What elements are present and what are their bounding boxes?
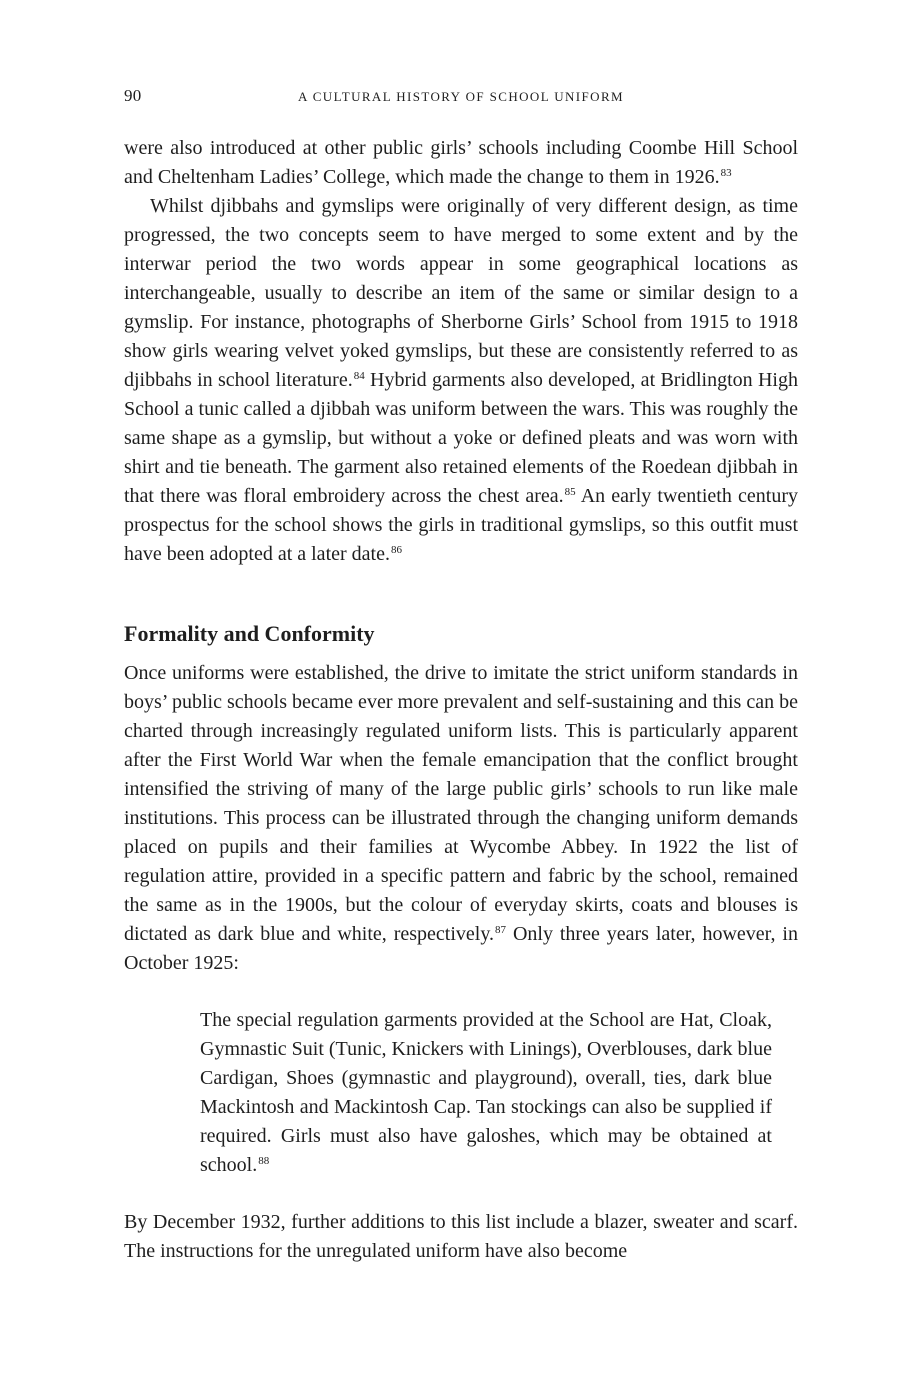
running-head xyxy=(124,86,798,112)
footnote-ref-85: 85 xyxy=(564,486,576,498)
footnote-ref-88: 88 xyxy=(258,1155,270,1167)
block-quote-paragraph xyxy=(200,1006,772,1180)
block-quote-text: The special regulation garments provided at the School are Hat, Cloak, Gymnastic Suit (Tunic, Knickers with Linings), Overblouses, dark blue Cardigan, Shoes (gymnastic and playground), overall, ties, dark blue Mackintosh and Mackintosh Cap. Tan stockings can also be supplied if required. Girls must also have galoshes, which may be obtained at school. xyxy=(200,1009,772,1176)
paragraph-4-text: By December 1932, further additions to this list include a blazer, sweater and scarf. The instructions for the unregulated uniform have also become xyxy=(124,1211,798,1262)
block-quote xyxy=(200,1006,772,1180)
paragraph-3-text: Once uniforms were established, the drive to imitate the strict uniform standards in boys’ public schools became ever more prevalent and self-sustaining and this can be charted through increasingly regulated uniform lists. This is particularly apparent after the First World War when the female emancipation that the conflict brought intensified the striving of many of the large public girls’ schools to run like male institutions. This process can be illustrated through the changing uniform demands placed on pupils and their families at Wycombe Abbey. In 1922 the list of regulation attire, provided in a specific pattern and fabric by the school, remained the same as in the 1900s, but the colour of everyday skirts, coats and blouses is dictated as dark blue and white, respectively. xyxy=(124,662,798,945)
footnote-ref-83: 83 xyxy=(720,167,732,179)
paragraph-4 xyxy=(124,1208,798,1266)
page-number: 90 xyxy=(124,86,142,105)
footnote-ref-84: 84 xyxy=(353,370,365,382)
paragraph-1 xyxy=(124,134,798,192)
paragraph-3 xyxy=(124,659,798,978)
section-heading: Formality and Conformity xyxy=(124,621,375,646)
paragraph-2-text-c: An early twentieth century prospectus for the school shows the girls in traditional gymslips, so this outfit must have been adopted at a later date. xyxy=(124,485,798,565)
running-title: A CULTURAL HISTORY OF SCHOOL UNIFORM xyxy=(298,89,624,104)
footnote-ref-87: 87 xyxy=(495,924,507,936)
paragraph-1-text: were also introduced at other public girls’ schools including Coombe Hill School and Cheltenham Ladies’ College, which made the change to them in 1926. xyxy=(124,137,798,188)
footnote-ref-86: 86 xyxy=(390,544,402,556)
book-page xyxy=(124,86,798,1266)
paragraph-2-text-b: Hybrid garments also developed, at Bridlington High School a tunic called a djibbah was uniform between the wars. This was roughly the same shape as a gymslip, but without a yoke or defined pleats and was worn with shirt and tie beneath. The garment also retained elements of the Roedean djibbah in that there was floral embroidery across the chest area. xyxy=(124,369,798,507)
paragraph-2 xyxy=(124,192,798,569)
paragraph-2-text-a: Whilst djibbahs and gymslips were originally of very different design, as time progressed, the two concepts seem to have merged to some extent and by the interwar period the two words appear in some geographical locations as interchangeable, usually to describe an item of the same or similar design to a gymslip. For instance, photographs of Sherborne Girls’ School from 1915 to 1918 show girls wearing velvet yoked gymslips, but these are consistently referred to as djibbahs in school literature. xyxy=(124,195,798,391)
paragraph-3-text-after: Only three years later, however, in October 1925: xyxy=(124,923,798,974)
